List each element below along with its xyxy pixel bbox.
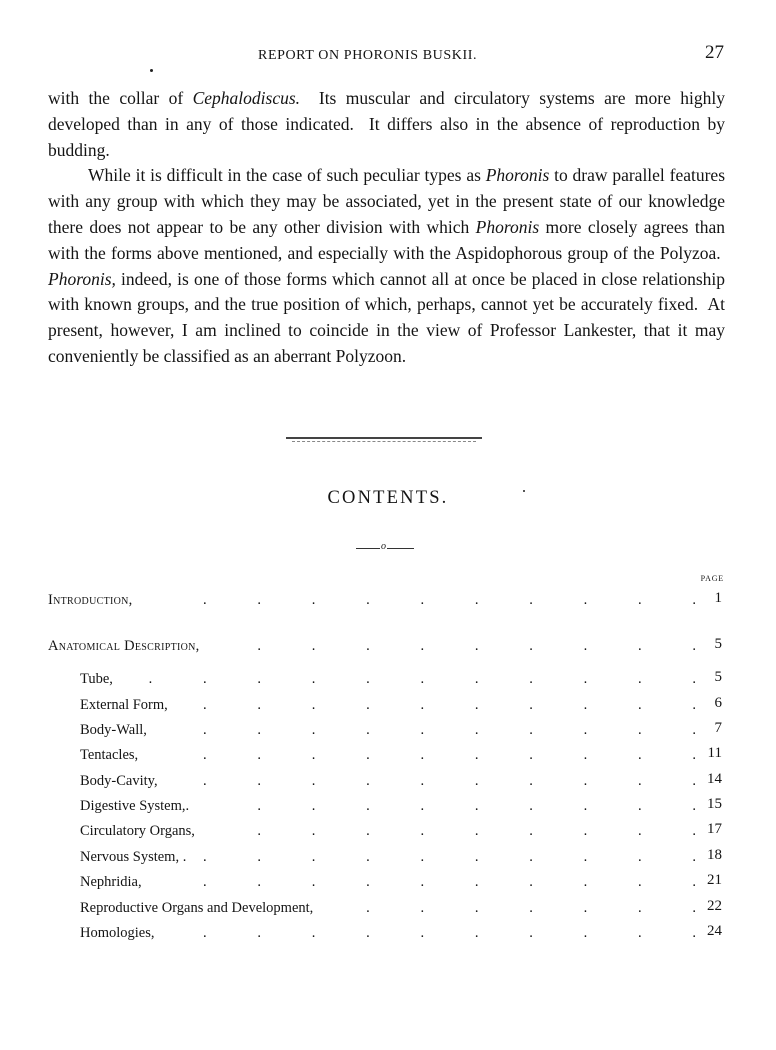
toc-entry-label: Nephridia, <box>80 874 142 890</box>
toc-entry-label: Digestive System,. <box>80 798 190 814</box>
toc-dot-leader: . . . . . . . . . . <box>203 874 696 890</box>
toc-entry <box>0 697 776 721</box>
toc-entry-label: External Form, <box>80 697 168 713</box>
toc-entry-page: 18 <box>707 847 722 863</box>
toc-dot-leader: . . . . . . . <box>366 900 696 916</box>
p1-seg-1: with the collar of <box>48 88 193 108</box>
toc-dot-leader: . . . . . . . . . . <box>203 697 696 713</box>
p2-seg-3: more closely agrees than with the forms above mentioned, and especially with the Aspidophorous group of the Polyzoa. <box>48 216 725 263</box>
toc-entry-page: 6 <box>714 695 722 711</box>
running-head: REPORT ON PHORONIS BUSKII. <box>258 48 478 63</box>
toc-entry-page: 17 <box>707 821 722 837</box>
paragraph-2 <box>48 163 725 369</box>
p2-phoronis-2: Phoronis <box>475 216 540 237</box>
toc-entry <box>0 592 776 616</box>
toc-entry <box>0 874 776 898</box>
toc-dot-leader: . . . . . . . . . . <box>203 773 696 789</box>
toc-entry <box>0 773 776 797</box>
toc-entry-label: Body-Wall, <box>80 722 147 738</box>
p2-seg-1: While it is difficult in the case of such peculiar types as <box>88 165 486 186</box>
toc-dot-leader: . . . . . . . . . . . <box>148 671 696 687</box>
toc-entry-page: 1 <box>714 590 722 606</box>
toc-entry-page: 7 <box>714 720 722 736</box>
toc-entry <box>0 722 776 746</box>
toc-entry-page: 14 <box>707 771 722 787</box>
toc-entry-page: 5 <box>714 636 722 652</box>
toc-entry <box>0 671 776 695</box>
toc-entry <box>0 900 776 924</box>
print-speck <box>523 490 525 492</box>
toc-dot-leader: . . . . . . . . . <box>257 638 696 654</box>
p2-phoronis-1: Phoronis <box>485 165 550 186</box>
toc-dot-leader: . . . . . . . . . . <box>203 592 696 608</box>
toc-entry-label: Body-Cavity, <box>80 773 158 789</box>
page-number: 27 <box>705 42 724 63</box>
toc-entry-page: 11 <box>707 745 722 761</box>
toc-entry <box>0 638 776 662</box>
toc-dot-leader: . . . . . . . . . . <box>203 925 696 941</box>
body-text <box>48 86 725 370</box>
toc-entry-page: 15 <box>707 796 722 812</box>
toc-dot-leader: . . . . . . . . . . <box>203 849 696 865</box>
toc-entry <box>0 798 776 822</box>
p1-seg-2: Its muscular and circulatory systems are more highly developed than in any of those indicated. It differs also in the absence of reproduction by budding. <box>48 88 725 160</box>
page-header <box>0 38 776 68</box>
p2-seg-4: indeed, is one of those forms which cannot all at once be placed in close relationship with known groups, and the true position of which, perhaps, cannot yet be accurately fixed. At present, however, I am inclined to coincide in the view of Professor Lankester, that it may conveniently be classified as an aberrant Polyzoon. <box>48 268 725 366</box>
toc-dot-leader: . . . . . . . . . <box>257 798 696 814</box>
section-rule-fine <box>292 441 476 442</box>
toc-entry-label: Anatomical Description, <box>48 638 200 654</box>
toc-entry-label: Tentacles, <box>80 747 139 763</box>
toc-entry-label: Nervous System, . <box>80 849 187 865</box>
toc-entry-page: 21 <box>707 872 722 888</box>
toc-entry-label: Circulatory Organs, <box>80 823 195 839</box>
toc-entry <box>0 925 776 949</box>
p2-phoronis-3: Phoronis, <box>48 268 116 289</box>
toc-entry-label: Tube, <box>80 671 113 687</box>
print-speck <box>150 69 153 72</box>
toc-entry-page: 24 <box>707 923 722 939</box>
toc-dot-leader: . . . . . . . . . <box>257 823 696 839</box>
paragraph-1 <box>48 86 725 163</box>
toc-entry-label: Homologies, <box>80 925 155 941</box>
toc-entry <box>0 823 776 847</box>
p2-seg-2: to draw parallel features with any group with which they may be associated, yet in the present state of our knowledge there does not appear to be any other division with which <box>48 165 725 237</box>
contents-title: CONTENTS. <box>327 488 449 508</box>
toc-entry-label: Reproductive Organs and Development, <box>80 900 314 916</box>
toc-entry-label: Introduction, <box>48 592 133 608</box>
toc-dot-leader: . . . . . . . . . . <box>203 722 696 738</box>
toc-entry <box>0 747 776 771</box>
toc-entry <box>0 849 776 873</box>
toc-entry-page: 5 <box>714 669 722 685</box>
toc-entry-page: 22 <box>707 898 722 914</box>
page-column-label: PAGE <box>700 574 724 583</box>
toc-dot-leader: . . . . . . . . . . <box>203 747 696 763</box>
section-rule <box>286 437 482 439</box>
p1-cephalodiscus: Cephalodiscus. <box>192 88 301 108</box>
title-ornament: o <box>381 541 386 552</box>
